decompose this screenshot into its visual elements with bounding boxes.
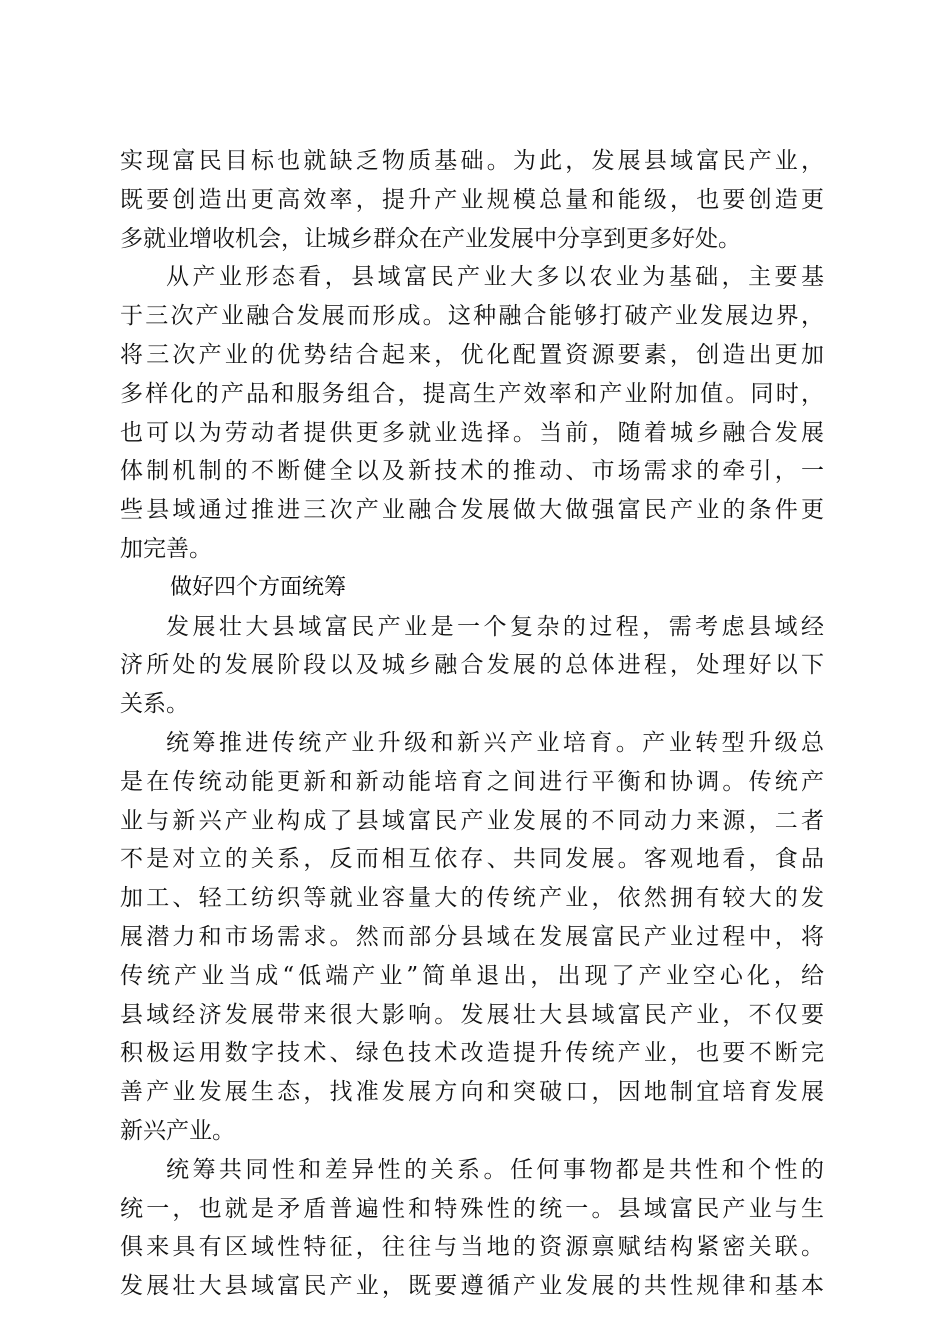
text-line: 积极运用数字技术、绿色技术改造提升传统产业，也要不断完 bbox=[120, 1040, 824, 1067]
paragraph-traditional-emerging bbox=[120, 724, 824, 1151]
paragraph-commonality-difference bbox=[120, 1151, 824, 1306]
text-line: 发展壮大县域富民产业是一个复杂的过程，需考虑县域经 bbox=[166, 613, 824, 640]
text-line: 实现富民目标也就缺乏物质基础。为此，发展县域富民产业， bbox=[120, 148, 824, 174]
text-line: 于三次产业融合发展而形成。这种融合能够打破产业发展边界， bbox=[120, 303, 824, 330]
text-line: 关系。 bbox=[120, 691, 189, 718]
text-line: 统筹推进传统产业升级和新兴产业培育。产业转型升级总 bbox=[166, 729, 824, 756]
document-page bbox=[120, 142, 824, 1306]
paragraph-industry-form bbox=[120, 258, 824, 568]
text-line: 是在传统动能更新和新动能培育之间进行平衡和协调。传统产 bbox=[120, 768, 824, 795]
text-line: 既要创造出更高效率，提升产业规模总量和能级，也要创造更 bbox=[120, 186, 824, 213]
text-line: 将三次产业的优势结合起来，优化配置资源要素，创造出更加 bbox=[120, 341, 824, 368]
text-line: 展潜力和市场需求。然而部分县域在发展富民产业过程中，将 bbox=[120, 923, 824, 950]
text-line: 统筹共同性和差异性的关系。任何事物都是共性和个性的 bbox=[166, 1156, 824, 1183]
text-line: 统一，也就是矛盾普遍性和特殊性的统一。县域富民产业与生 bbox=[120, 1195, 824, 1222]
text-line: 传统产业当成“低端产业”简单退出，出现了产业空心化，给 bbox=[120, 962, 824, 989]
text-line: 从产业形态看，县域富民产业大多以农业为基础，主要基 bbox=[166, 264, 824, 291]
text-line: 善产业发展生态，找准发展方向和突破口，因地制宜培育发展 bbox=[120, 1079, 824, 1106]
text-line: 加完善。 bbox=[120, 535, 212, 562]
text-line: 些县域通过推进三次产业融合发展做大做强富民产业的条件更 bbox=[120, 497, 824, 524]
paragraph-intro-relations bbox=[120, 608, 824, 724]
text-line: 俱来具有区域性特征，往往与当地的资源禀赋结构紧密关联。 bbox=[120, 1234, 824, 1261]
paragraph-continued bbox=[120, 142, 824, 258]
text-line: 业与新兴产业构成了县域富民产业发展的不同动力来源，二者 bbox=[120, 807, 824, 834]
section-heading: 做好四个方面统筹 bbox=[170, 574, 347, 600]
text-line: 济所处的发展阶段以及城乡融合发展的总体进程，处理好以下 bbox=[120, 652, 824, 679]
text-line: 也可以为劳动者提供更多就业选择。当前，随着城乡融合发展 bbox=[120, 419, 824, 446]
text-line: 加工、轻工纺织等就业容量大的传统产业，依然拥有较大的发 bbox=[120, 885, 824, 912]
text-line: 新兴产业。 bbox=[120, 1117, 235, 1144]
text-line: 发展壮大县域富民产业，既要遵循产业发展的共性规律和基本 bbox=[120, 1273, 824, 1300]
text-line: 多样化的产品和服务组合，提高生产效率和产业附加值。同时， bbox=[120, 380, 824, 407]
text-line: 县域经济发展带来很大影响。发展壮大县域富民产业，不仅要 bbox=[120, 1001, 824, 1028]
text-line: 体制机制的不断健全以及新技术的推动、市场需求的牵引，一 bbox=[120, 458, 824, 485]
text-line: 不是对立的关系，反而相互依存、共同发展。客观地看，食品 bbox=[120, 846, 824, 873]
text-line: 多就业增收机会，让城乡群众在产业发展中分享到更多好处。 bbox=[120, 225, 741, 252]
